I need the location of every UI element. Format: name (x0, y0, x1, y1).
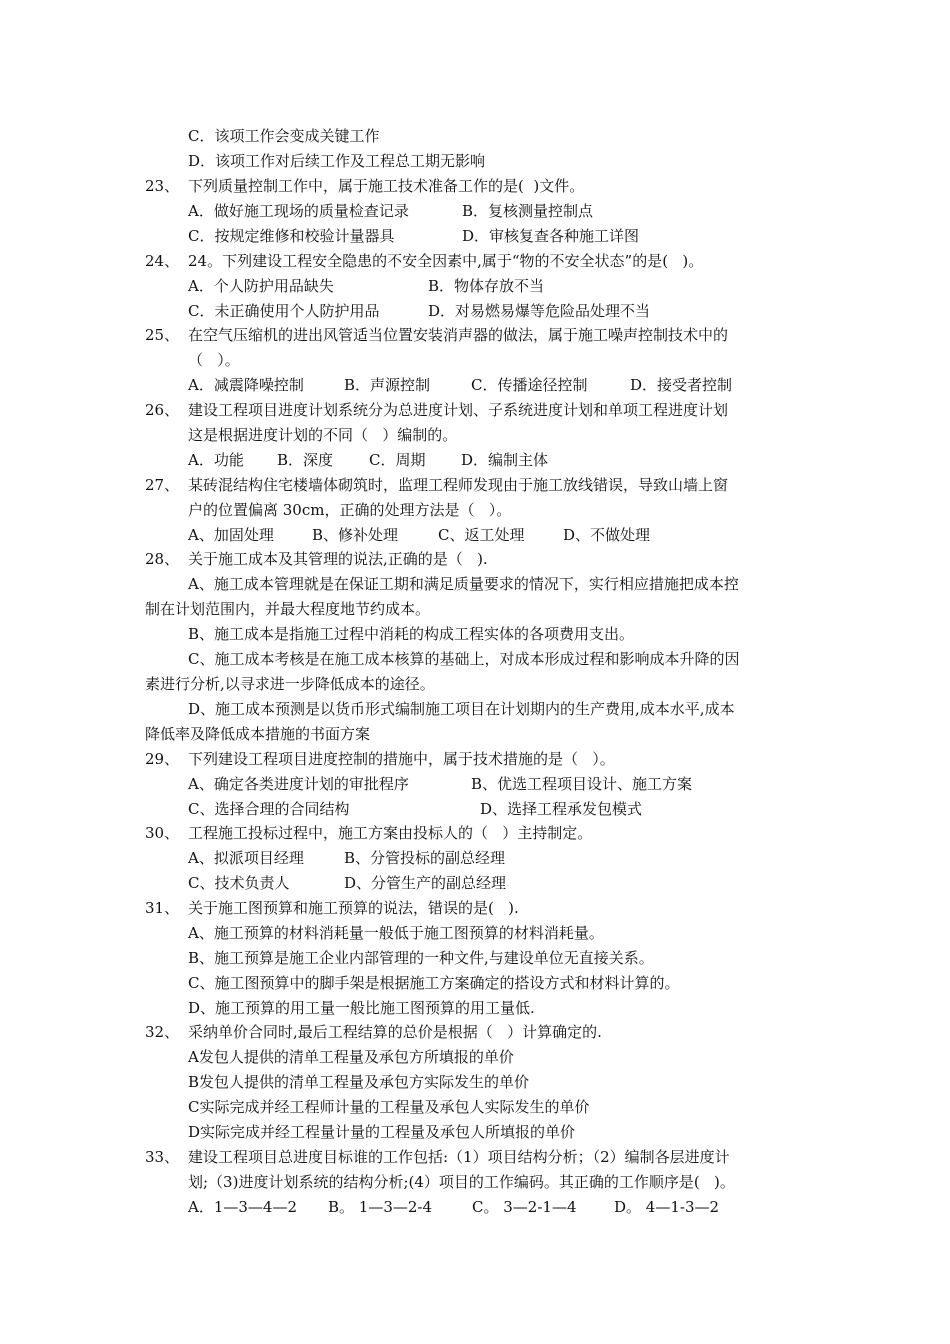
option-d: D。 4—1-3—2 (614, 1198, 720, 1216)
question-number: 25、 (145, 326, 180, 344)
options-row (188, 848, 506, 868)
option-d: D．对易燃易爆等危险品处理不当 (428, 302, 651, 320)
question-text: 24。下列建设工程安全隐患的不安全因素中,属于“物的不安全状态”的是( )。 (188, 252, 704, 270)
option-a: A．功能 (188, 451, 244, 469)
question-number: 28、 (145, 550, 180, 568)
option-d: D、不做处理 (563, 526, 651, 544)
option-b: B、优选工程项目设计、施工方案 (471, 775, 693, 793)
option-c: C、技术负责人 (188, 874, 290, 892)
option-c: C．按规定维修和校验计量器具 (188, 227, 395, 245)
options-row (188, 450, 549, 470)
option-d: D、施工成本预测是以货币形式编制施工项目在计划期内的生产费用,成本水平,成本 (188, 700, 735, 718)
option-d: D、施工预算的用工量一般比施工图预算的用工量低. (188, 999, 535, 1017)
question-number: 33、 (145, 1148, 180, 1166)
question-number: 23、 (145, 177, 180, 195)
option-c: C、返工处理 (438, 526, 525, 544)
option-d: D．审核复查各种施工详图 (462, 227, 640, 245)
question-number: 26、 (145, 401, 180, 419)
option-c: C。 3—2-1—4 (472, 1198, 577, 1216)
question-text: 下列质量控制工作中，属于施工技术准备工作的是( )文件。 (188, 177, 585, 195)
question-number: 30、 (145, 824, 180, 842)
option-c: C、施工成本考核是在施工成本核算的基础上，对成本形成过程和影响成本升降的因 (188, 650, 740, 668)
question-number: 27、 (145, 476, 180, 494)
options-row (188, 799, 643, 819)
option-a: A．1—3—4—2 (188, 1198, 298, 1216)
question-text: 关于施工图预算和施工预算的说法，错误的是( ). (188, 899, 519, 917)
question-text: 下列建设工程项目进度控制的措施中，属于技术措施的是（ ）。 (188, 750, 615, 768)
question-text-cont: （ ）。 (188, 351, 240, 369)
question-text-cont: 户的位置偏离 30cm，正确的处理方法是（ ）。 (188, 501, 512, 519)
option-a: A．个人防护用品缺失 (188, 277, 334, 295)
options-row (188, 774, 693, 794)
option-b: B．复核测量控制点 (462, 202, 594, 220)
option-b: B．声源控制 (344, 376, 431, 394)
option-d: D．接受者控制 (630, 376, 733, 394)
question-text: 采纳单价合同时,最后工程结算的总价是根据（ ）计算确定的. (188, 1023, 602, 1041)
question-number: 32、 (145, 1023, 180, 1041)
option-c: C、施工图预算中的脚手架是根据施工方案确定的搭设方式和材料计算的。 (188, 974, 680, 992)
option-d: D．编制主体 (461, 451, 549, 469)
option-a: A、施工预算的材料消耗量一般低于施工图预算的材料消耗量。 (188, 924, 604, 942)
option-a-cont: 制在计划范围内，并最大程度地节约成本。 (145, 600, 431, 618)
option-d: D．该项工作对后续工作及工程总工期无影响 (188, 152, 486, 170)
option-c: C实际完成并经工程师计量的工程量及承包人实际发生的单价 (188, 1098, 590, 1116)
options-row (188, 201, 594, 221)
options-row (188, 375, 733, 395)
question-text-cont: 划;（3)进度计划系统的结构分析;(4）项目的工作编码。其正确的工作顺序是( )。 (188, 1173, 735, 1191)
option-a: A、加固处理 (188, 526, 274, 544)
option-d: D、分管生产的副总经理 (344, 874, 507, 892)
question-text: 关于施工成本及其管理的说法,正确的是（ ). (188, 550, 488, 568)
option-b: B．物体存放不当 (428, 277, 545, 295)
option-c: C．周期 (369, 451, 426, 469)
option-a: A．减震降噪控制 (188, 376, 304, 394)
question-number: 29、 (145, 750, 180, 768)
option-c: C、选择合理的合同结构 (188, 800, 350, 818)
options-row (188, 873, 507, 893)
option-b: B、施工预算是施工企业内部管理的一种文件,与建设单位无直接关系。 (188, 949, 654, 967)
option-a: A、施工成本管理就是在保证工期和满足质量要求的情况下，实行相应措施把成本控 (188, 575, 739, 593)
option-a: A、拟派项目经理 (188, 849, 304, 867)
option-a: A．做好施工现场的质量检查记录 (188, 202, 409, 220)
option-b: B、修补处理 (312, 526, 399, 544)
option-c: C．未正确使用个人防护用品 (188, 302, 380, 320)
option-c: C．该项工作会变成关键工作 (188, 127, 380, 145)
options-row (188, 301, 651, 321)
option-b: B．深度 (277, 451, 334, 469)
option-c: C．传播途径控制 (471, 376, 588, 394)
question-text: 在空气压缩机的进出风管适当位置安装消声器的做法，属于施工噪声控制技术中的 (188, 326, 729, 344)
option-c-cont: 素进行分析,以寻求进一步降低成本的途径。 (145, 675, 435, 693)
question-text: 建设工程项目进度计划系统分为总进度计划、子系统进度计划和单项工程进度计划 (188, 401, 729, 419)
option-a: A、确定各类进度计划的审批程序 (188, 775, 409, 793)
option-b: B、分管投标的副总经理 (344, 849, 506, 867)
option-d: D实际完成并经工程量计量的工程量及承包人所填报的单价 (188, 1123, 576, 1141)
option-d-cont: 降低率及降低成本措施的书面方案 (145, 725, 371, 743)
option-d: D、选择工程承发包模式 (480, 800, 643, 818)
options-row (188, 1197, 720, 1217)
question-text-cont: 这是根据进度计划的不同（ ）编制的。 (188, 426, 458, 444)
option-a: A发包人提供的清单工程量及承包方所填报的单价 (188, 1048, 514, 1066)
question-text: 工程施工投标过程中，施工方案由投标人的（ ）主持制定。 (188, 824, 593, 842)
question-text: 某砖混结构住宅楼墙体砌筑时，监理工程师发现由于施工放线错误，导致山墙上窗 (188, 476, 729, 494)
option-b: B。 1—3—2-4 (328, 1198, 433, 1216)
options-row (188, 226, 640, 246)
option-b: B发包人提供的清单工程量及承包方实际发生的单价 (188, 1073, 530, 1091)
question-number: 24、 (145, 252, 180, 270)
options-row (188, 525, 651, 545)
question-number: 31、 (145, 899, 180, 917)
question-text: 建设工程项目总进度目标谁的工作包括:（1）项目结构分析；（2）编制各层进度计 (188, 1148, 730, 1166)
options-row (188, 276, 545, 296)
option-b: B、施工成本是指施工过程中消耗的构成工程实体的各项费用支出。 (188, 625, 635, 643)
